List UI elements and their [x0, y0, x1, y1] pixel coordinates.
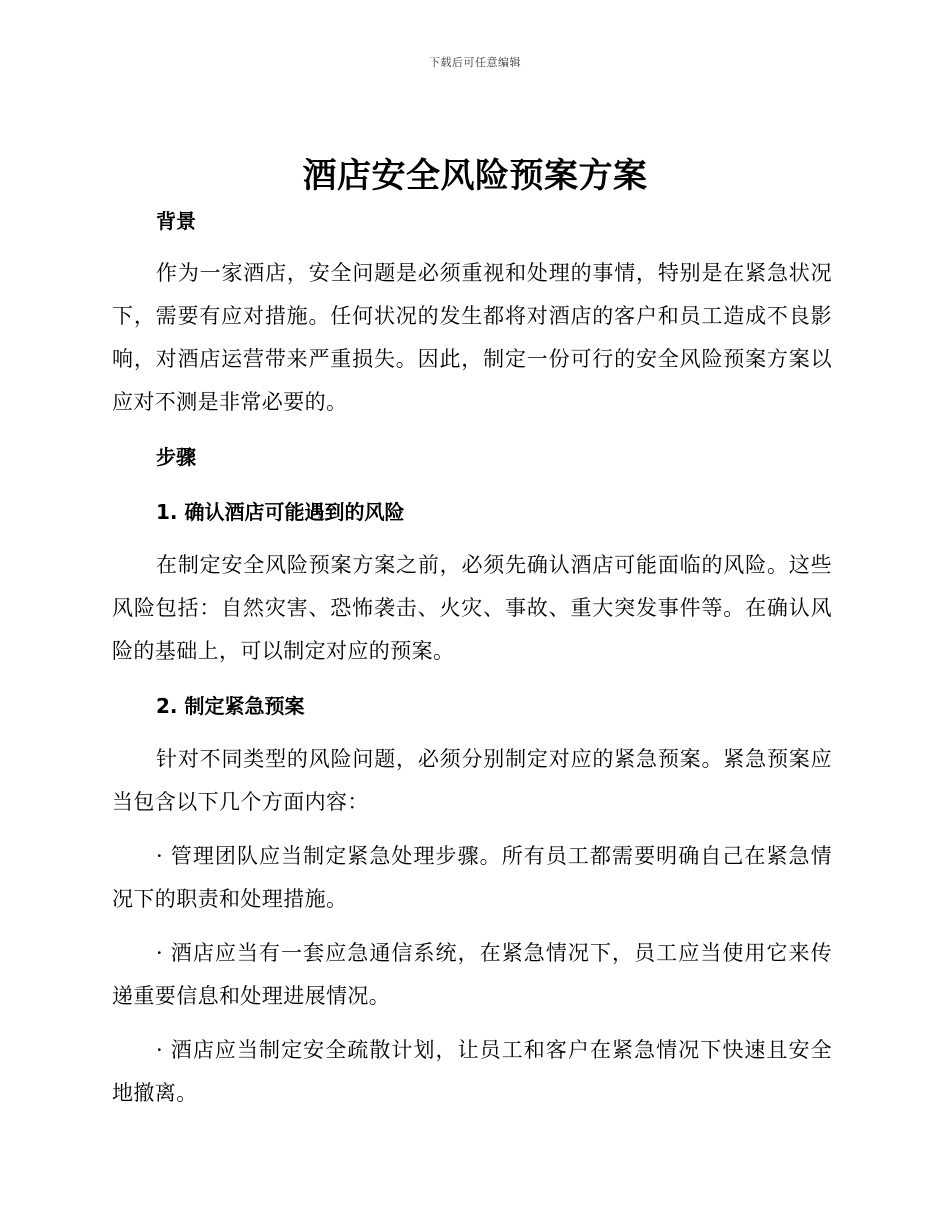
- bullet-item-3: · 酒店应当制定安全疏散计划，让员工和客户在紧急情况下快速且安全地撤离。: [112, 1038, 832, 1105]
- bullet-2-block: [112, 932, 832, 1018]
- document-title: 酒店安全风险预案方案: [302, 156, 648, 196]
- background-paragraph: 作为一家酒店，安全问题是必须重视和处理的事情，特别是在紧急状况下，需要有应对措施。任何状况的发生都将对酒店的客户和员工造成不良影响，对酒店运营带来严重损失。因此，制定一份可行的安全风险预案方案以应对不测是非常必要的。: [112, 261, 832, 414]
- bullet-item-2: · 酒店应当有一套应急通信系统，在紧急情况下，员工应当使用它来传递重要信息和处理进展情况。: [112, 941, 832, 1008]
- step2-paragraph-block: [112, 738, 832, 824]
- step2-section: [112, 691, 832, 721]
- background-heading: 背景: [156, 209, 196, 233]
- step2-paragraph: 针对不同类型的风险问题，必须分别制定对应的紧急预案。紧急预案应当包含以下几个方面内容：: [112, 747, 832, 814]
- steps-heading: 步骤: [156, 445, 196, 469]
- background-paragraph-block: [112, 252, 832, 424]
- bullet-3-block: [112, 1029, 832, 1115]
- bullet-item-1: · 管理团队应当制定紧急处理步骤。所有员工都需要明确自己在紧急情况下的职责和处理措施。: [112, 844, 832, 911]
- step2-heading: 2. 制定紧急预案: [156, 694, 305, 718]
- background-section: [112, 206, 832, 236]
- page-header: 下载后可任意编辑: [429, 56, 521, 69]
- step1-paragraph-block: [112, 544, 832, 673]
- steps-section: [112, 442, 832, 472]
- step1-section: [112, 497, 832, 527]
- step1-paragraph: 在制定安全风险预案方案之前，必须先确认酒店可能面临的风险。这些风险包括：自然灾害、恐怖袭击、火灾、事故、重大突发事件等。在确认风险的基础上，可以制定对应的预案。: [112, 553, 832, 663]
- step1-heading: 1. 确认酒店可能遇到的风险: [156, 500, 405, 524]
- bullet-1-block: [112, 835, 832, 921]
